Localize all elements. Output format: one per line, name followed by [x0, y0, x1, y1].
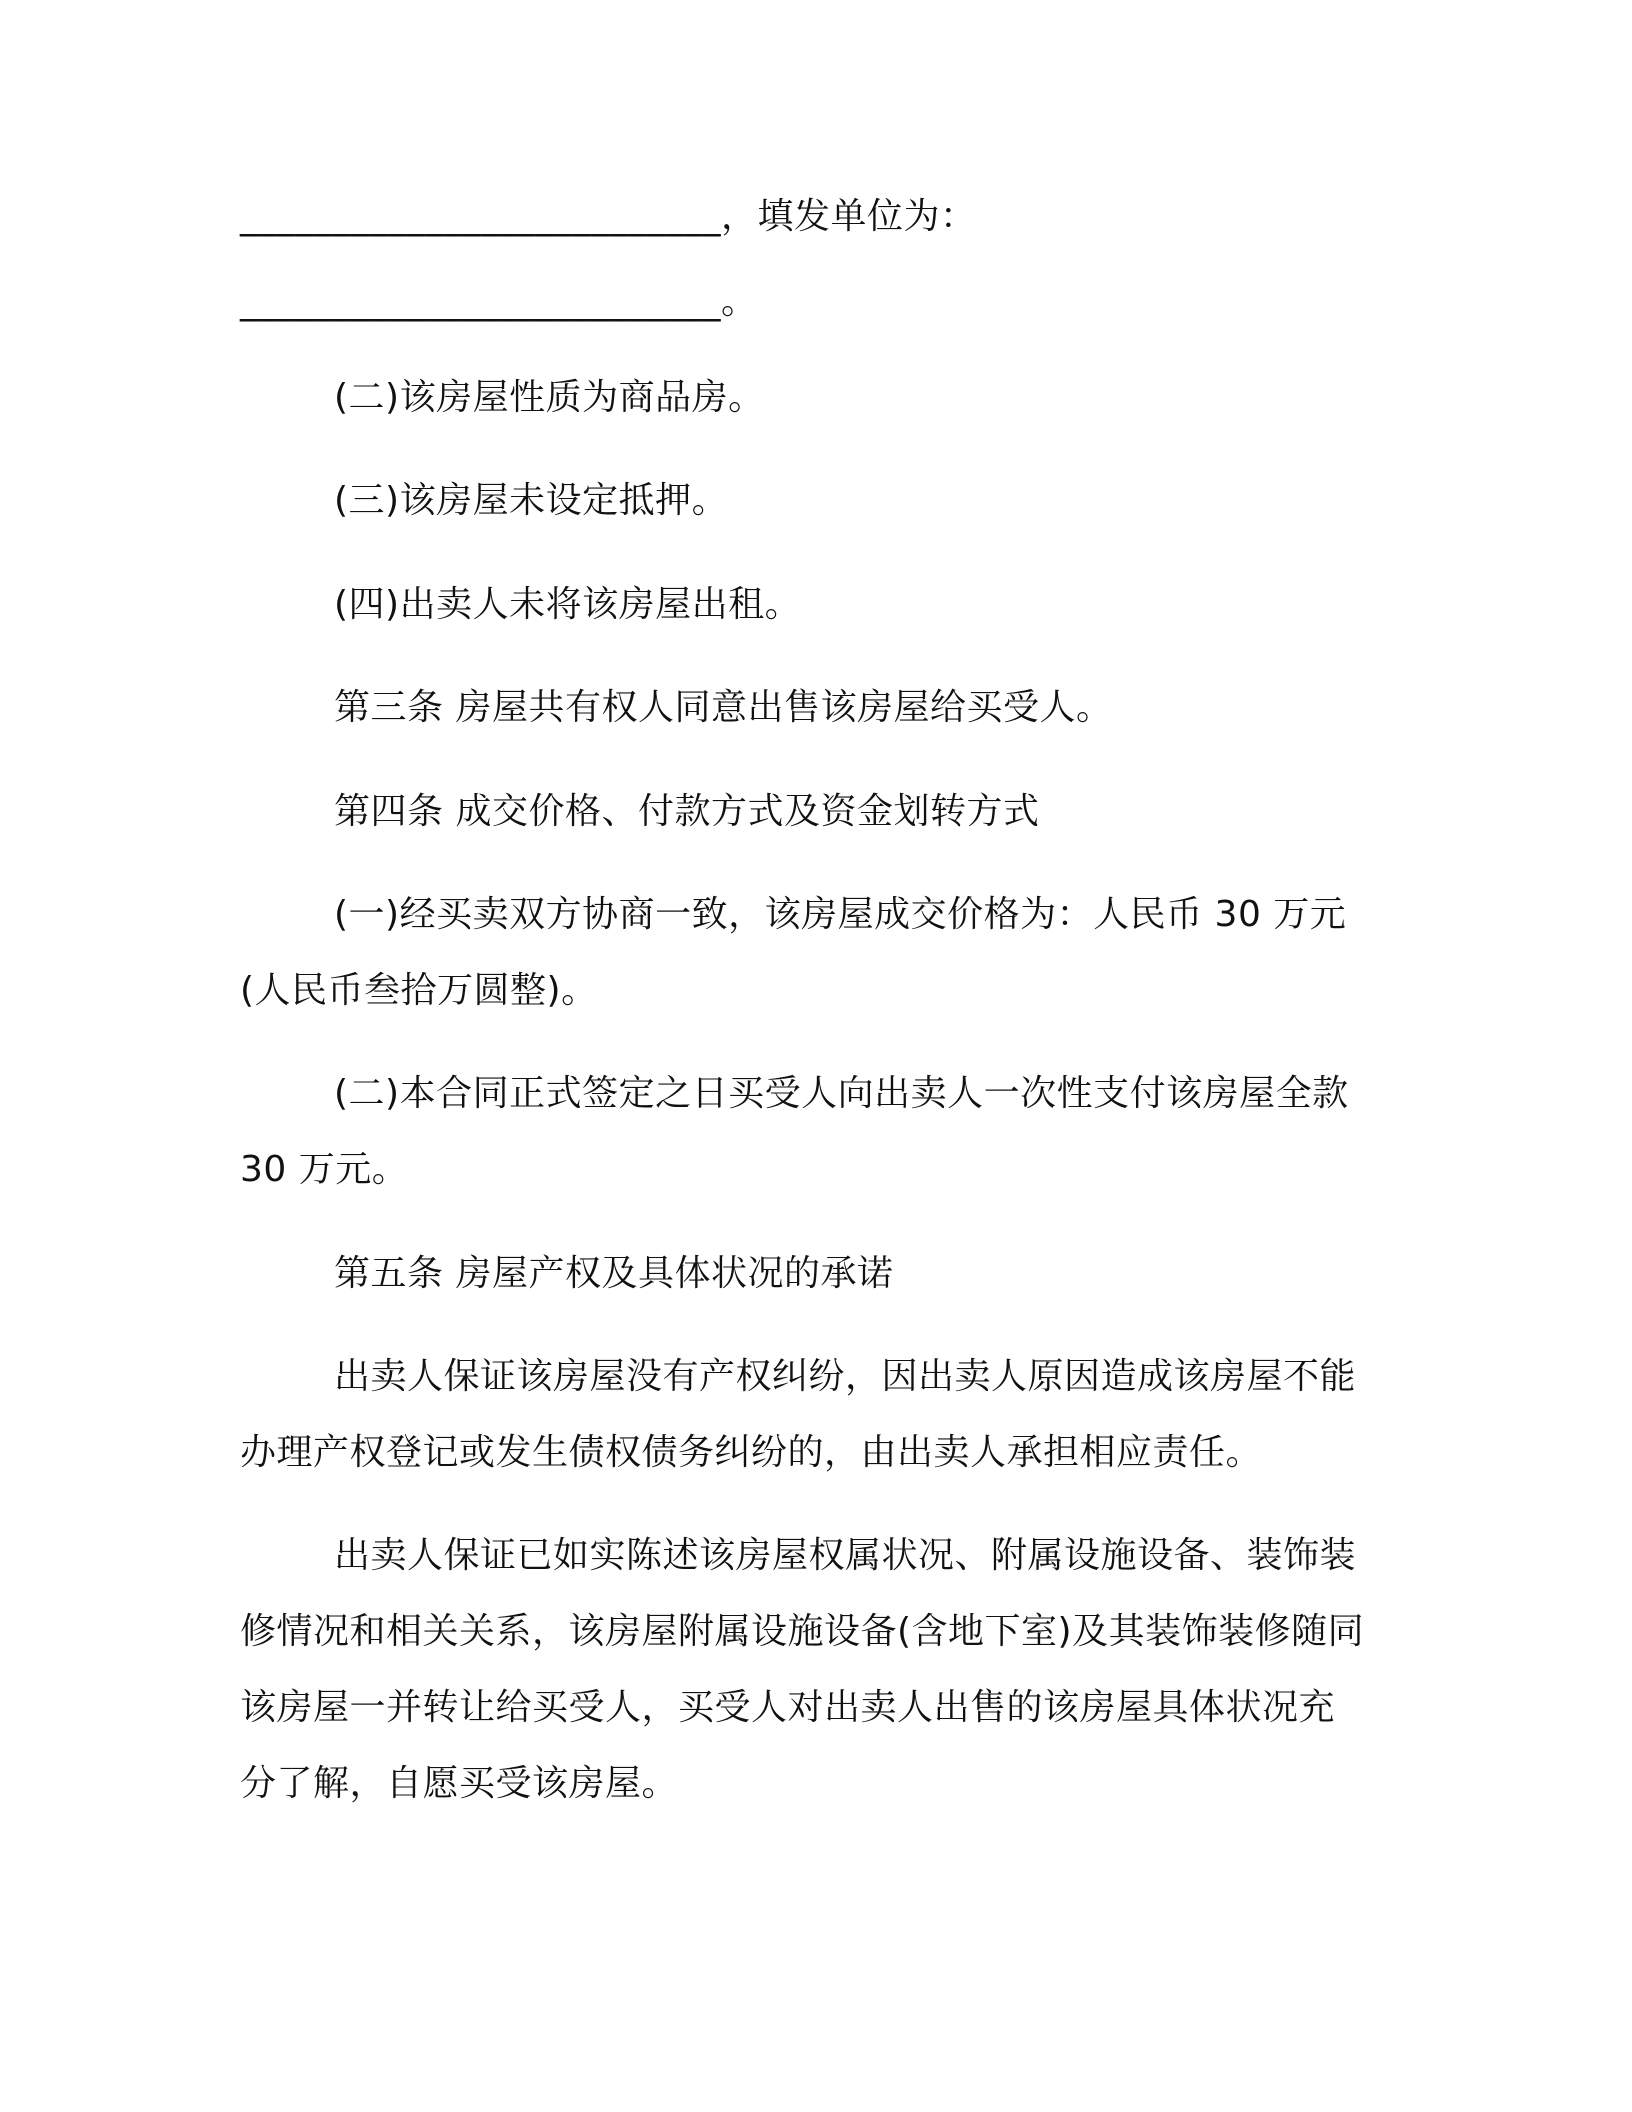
warranty-paragraph-2-line-4: 分了解，自愿买受该房屋。 [240, 1763, 679, 1804]
blank-continuation-line: __________________________。 [240, 281, 758, 322]
clause-price-line-1: (一)经买卖双方协商一致，该房屋成交价格为：人民币 30 万元 [334, 894, 1347, 935]
blank-issuing-unit-line: __________________________，填发单位为： [240, 196, 977, 237]
warranty-paragraph-2-line-1: 出卖人保证已如实陈述该房屋权属状况、附属设施设备、装饰装 [334, 1535, 1357, 1576]
warranty-paragraph-2-line-3: 该房屋一并转让给买受人，买受人对出卖人出售的该房屋具体状况充 [240, 1687, 1336, 1728]
article-five-heading: 第五条 房屋产权及具体状况的承诺 [334, 1253, 894, 1294]
article-four-heading: 第四条 成交价格、付款方式及资金划转方式 [334, 791, 1040, 832]
warranty-paragraph-1-line-1: 出卖人保证该房屋没有产权纠纷，因出卖人原因造成该房屋不能 [334, 1356, 1357, 1397]
clause-payment-line-1: (二)本合同正式签定之日买受人向出卖人一次性支付该房屋全款 [334, 1073, 1349, 1114]
clause-no-mortgage: (三)该房屋未设定抵押。 [334, 480, 729, 521]
clause-payment-line-2: 30 万元。 [240, 1149, 409, 1190]
clause-price-line-2: (人民币叁拾万圆整)。 [240, 970, 598, 1011]
clause-property-nature: (二)该房屋性质为商品房。 [334, 377, 765, 418]
warranty-paragraph-2-line-2: 修情况和相关关系，该房屋附属设施设备(含地下室)及其装饰装修随同 [240, 1611, 1365, 1652]
clause-not-rented: (四)出卖人未将该房屋出租。 [334, 584, 802, 625]
warranty-paragraph-1-line-2: 办理产权登记或发生债权债务纠纷的，由出卖人承担相应责任。 [240, 1432, 1263, 1473]
article-three: 第三条 房屋共有权人同意出售该房屋给买受人。 [334, 687, 1113, 728]
